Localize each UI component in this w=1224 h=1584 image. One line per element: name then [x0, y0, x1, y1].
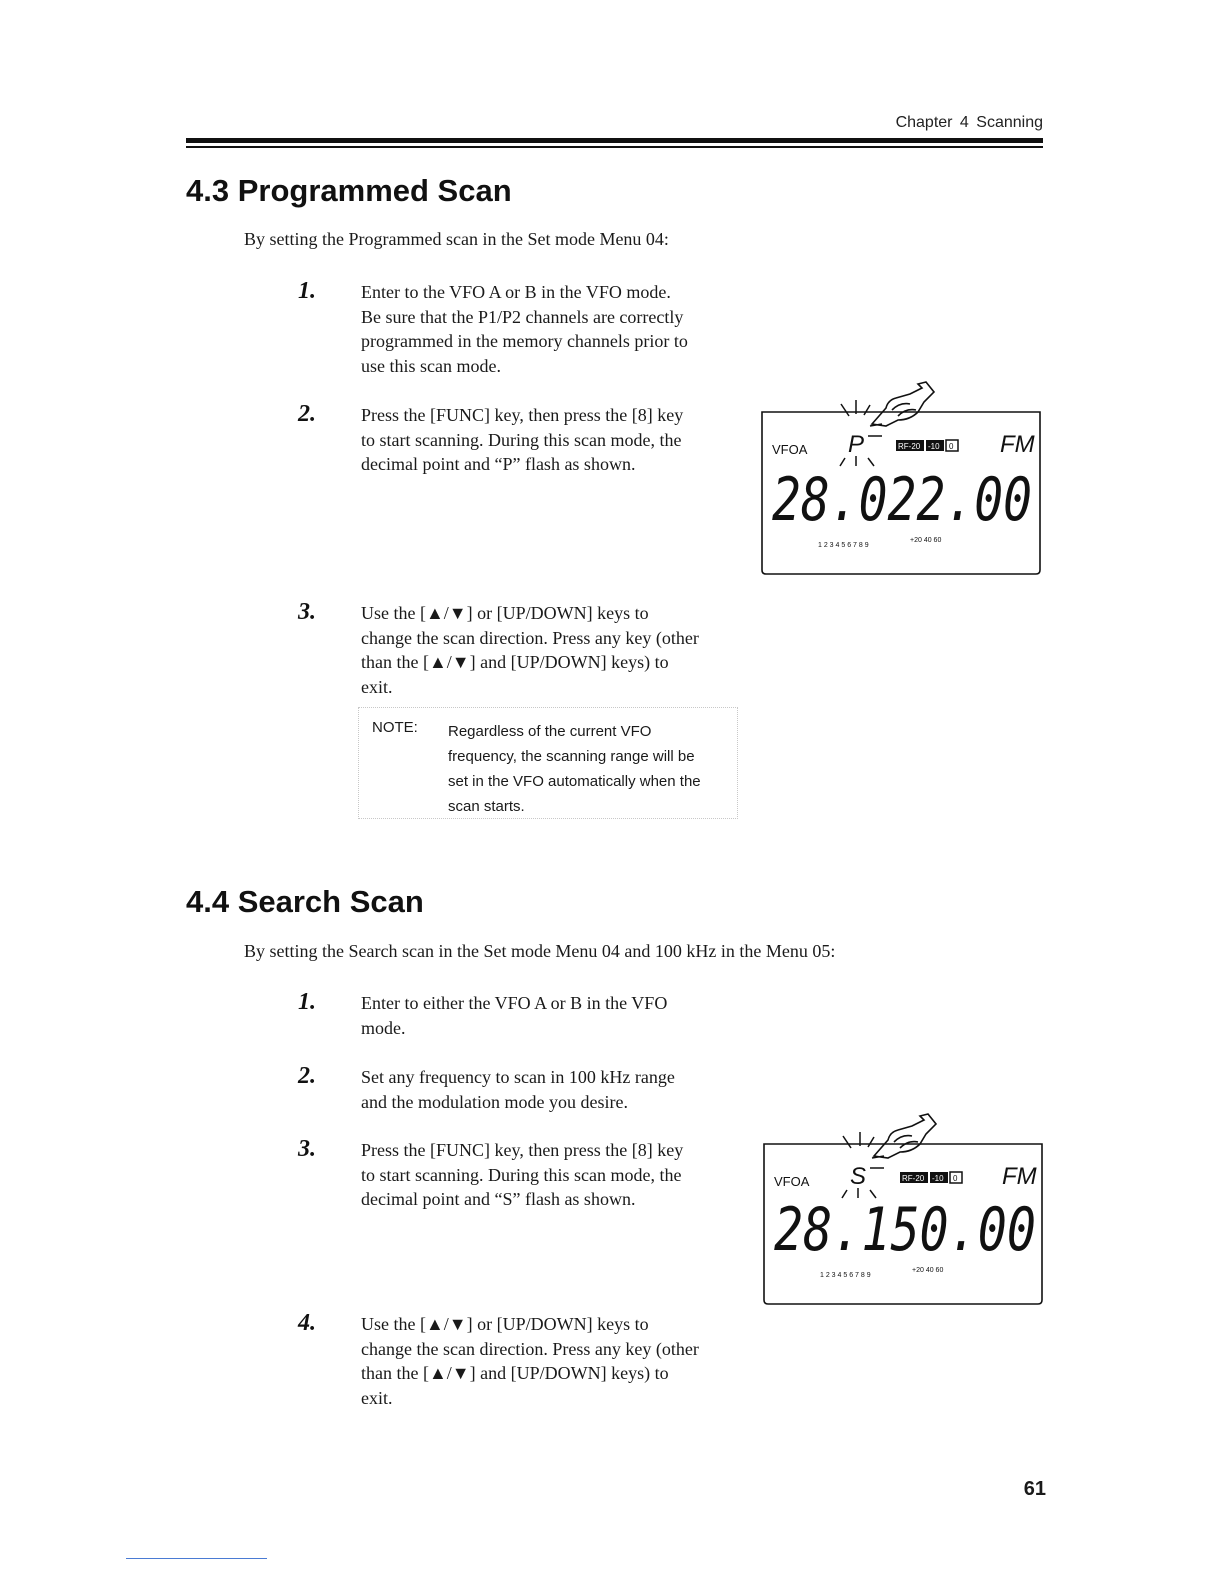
- lcd-db-scale: +20 40 60: [912, 1267, 944, 1274]
- footer-link-underline: [126, 1558, 267, 1559]
- lcd-s-meter-scale: 1 2 3 4 5 6 7 8 9: [820, 1272, 871, 1279]
- badge-10: -10: [928, 442, 940, 451]
- note-label: NOTE:: [372, 719, 418, 736]
- step-number: 1.: [298, 278, 316, 304]
- lcd-mode-label: FM: [1002, 1163, 1037, 1190]
- page-number: 61: [1023, 1478, 1046, 1500]
- lcd-frequency-digits: 28.150.00: [774, 1195, 1036, 1265]
- step-number: 1.: [298, 989, 316, 1015]
- badge-0: 0: [949, 442, 954, 451]
- header-rule-thick: [186, 138, 1043, 143]
- lcd-scan-indicator: P: [848, 431, 865, 458]
- section-title-search-scan: 4.4 Search Scan: [186, 884, 424, 919]
- step-text: Enter to either the VFO A or B in the VFO mode.: [361, 993, 668, 1038]
- lcd-display-programmed-scan: [750, 380, 1050, 580]
- badge-rf: RF-20: [898, 442, 921, 451]
- badge-10: -10: [932, 1174, 944, 1183]
- step-number: 2.: [298, 1063, 316, 1089]
- lcd-frequency-digits: 28.022.00: [772, 465, 1032, 535]
- section-title-programmed-scan: 4.3 Programmed Scan: [186, 173, 512, 208]
- pointing-hand-icon: [874, 1114, 936, 1158]
- lcd-display-search-scan: [752, 1112, 1052, 1312]
- lcd-vfo-label: VFOA: [774, 1174, 810, 1189]
- step-text: Press the [FUNC] key, then press the [8] key to start scanning. During this scan mode, the decimal point and “S” flash as shown.: [361, 1140, 684, 1210]
- header-chapter-label: Chapter 4 Scanning: [895, 114, 1043, 131]
- lcd-mode-label: FM: [1000, 431, 1035, 458]
- step-number: 3.: [298, 599, 316, 625]
- note-box: [358, 707, 738, 819]
- section-intro: By setting the Programmed scan in the Set mode Menu 04:: [244, 229, 669, 249]
- lcd-db-scale: +20 40 60: [910, 537, 942, 544]
- badge-rf: RF-20: [902, 1174, 925, 1183]
- note-text: Regardless of the current VFO frequency, the scanning range will be set in the VFO automatically when the scan starts.: [448, 723, 701, 815]
- step-number: 2.: [298, 401, 316, 427]
- step-text: Use the [▲/▼] or [UP/DOWN] keys to change the scan direction. Press any key (other than the [▲/▼] and [UP/DOWN] keys) to exit.: [361, 1314, 699, 1409]
- step-text: Press the [FUNC] key, then press the [8] key to start scanning. During this scan mode, the decimal point and “P” flash as shown.: [361, 405, 684, 475]
- lcd-s-meter-scale: 1 2 3 4 5 6 7 8 9: [818, 542, 869, 549]
- step-text: Set any frequency to scan in 100 kHz range and the modulation mode you desire.: [361, 1067, 675, 1112]
- section-intro: By setting the Search scan in the Set mode Menu 04 and 100 kHz in the Menu 05:: [244, 941, 836, 961]
- step-text: Use the [▲/▼] or [UP/DOWN] keys to change the scan direction. Press any key (other than the [▲/▼] and [UP/DOWN] keys) to exit.: [361, 603, 699, 698]
- lcd-scan-indicator: S: [850, 1163, 867, 1190]
- step-text: Enter to the VFO A or B in the VFO mode. Be sure that the P1/P2 channels are correctly programmed in the memory channels prior to use this scan mode.: [361, 282, 688, 377]
- lcd-attenuator-badges: [896, 440, 958, 451]
- header-rule-thin: [186, 146, 1043, 148]
- badge-0: 0: [953, 1174, 958, 1183]
- pointing-hand-icon: [872, 382, 934, 426]
- step-number: 4.: [298, 1310, 316, 1336]
- lcd-attenuator-badges: [900, 1172, 962, 1183]
- step-number: 3.: [298, 1136, 316, 1162]
- lcd-vfo-label: VFOA: [772, 442, 808, 457]
